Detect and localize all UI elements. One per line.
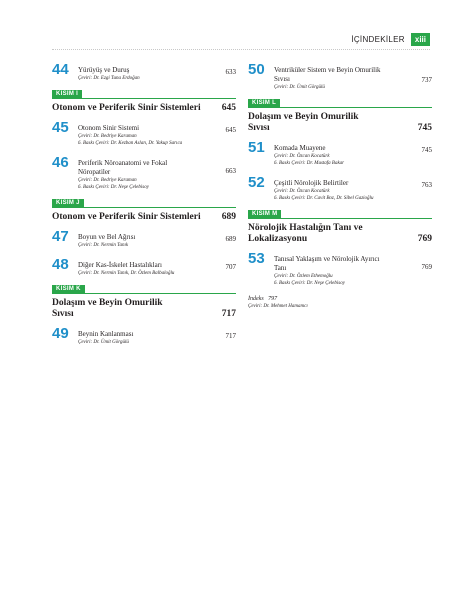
chapter-title: Periferik Nöroanatomi ve Fokal Nöropatiler: [78, 159, 168, 176]
page-number: 707: [225, 263, 236, 271]
part-title[interactable]: [52, 298, 236, 320]
chapter-title: Beynin Kanlanması: [78, 330, 134, 338]
translator-credit: Çeviri: Dr. Bedriye Karaman: [78, 134, 137, 139]
translator-credit: Çeviri: Dr. Ümit Görgülü: [274, 85, 325, 90]
index-entry[interactable]: [248, 295, 432, 310]
translator-credit: Çeviri: Dr. Özlem Ethemoğlu: [274, 274, 333, 279]
part-label: KISIM L: [248, 99, 280, 108]
translator-credit: 6. Baskı Çeviri: Dr. Cavit Boz, Dr. Sibel Gazioğlu: [274, 196, 374, 201]
toc-entry-51[interactable]: [248, 140, 432, 167]
toc-entry-45[interactable]: [52, 120, 236, 147]
part-title-text: Dolaşım ve Beyin Omurilik Sıvısı: [248, 112, 359, 133]
part-label: KISIM M: [248, 210, 281, 219]
part-header-k: [52, 285, 236, 294]
translator-credit: Çeviri: Dr. Ümit Görgülü: [78, 340, 129, 345]
part-page-number: 717: [221, 309, 236, 319]
page-number: 717: [225, 332, 236, 340]
translator-credit: 6. Baskı Çeviri: Dr. Neşe Çelebisoy: [274, 281, 345, 286]
chapter-number: 45: [52, 119, 69, 136]
chapter-number: 47: [52, 228, 69, 245]
page-number: 689: [225, 235, 236, 243]
part-header-j: [52, 199, 236, 208]
translator-credit: Çeviri: Dr. Nermin Tanık: [78, 243, 129, 248]
chapter-title: Çeşitli Nörolojik Belirtiler: [274, 179, 349, 187]
chapter-number: 44: [52, 61, 69, 78]
translator-credit: Çeviri: Dr. Nermin Tanık, Dr. Özlem Balbaloğlu: [78, 271, 175, 276]
chapter-number: 51: [248, 139, 265, 156]
translator-credit: Çeviri: Dr. Bedriye Karaman: [78, 178, 137, 183]
page-number: 769: [421, 263, 432, 271]
part-title-text: Otonom ve Periferik Sinir Sistemleri: [52, 212, 201, 222]
part-title-text: Otonom ve Periferik Sinir Sistemleri: [52, 103, 201, 113]
part-page-number: 745: [417, 123, 432, 133]
translator-credit: 6. Baskı Çeviri: Dr. Kezban Aslan, Dr. Yakup Sarıca: [78, 141, 183, 146]
chapter-number: 48: [52, 256, 69, 273]
chapter-title: Ventriküler Sistem ve Beyin Omurilik Sıvısı: [274, 66, 381, 83]
translator-credit: Çeviri: Dr. Özcan Kocatürk: [274, 189, 330, 194]
toc-entry-50[interactable]: [248, 62, 432, 91]
page-number: 745: [421, 146, 432, 154]
page-number: 737: [421, 76, 432, 84]
translator-credit: Çeviri: Dr. Ezgi Tuna Erdoğan: [78, 76, 140, 81]
toc-entry-46[interactable]: [52, 155, 236, 191]
chapter-title: Diğer Kas-İskelet Hastalıkları: [78, 261, 162, 269]
index-label: İndeks: [248, 296, 264, 302]
part-page-number: 689: [221, 212, 236, 222]
part-title-text: Dolaşım ve Beyin Omurilik Sıvısı: [52, 298, 163, 319]
part-label: KISIM K: [52, 285, 85, 294]
part-header-m: [248, 210, 432, 219]
part-page-number: 645: [221, 103, 236, 113]
page-number: 663: [225, 167, 236, 175]
translator-credit: Çeviri: Dr. Özcan Kocatürk: [274, 154, 330, 159]
part-title[interactable]: [248, 112, 432, 134]
chapter-number: 50: [248, 61, 265, 78]
page-number: 633: [225, 68, 236, 76]
header-title: İÇİNDEKİLER: [351, 35, 405, 44]
part-title[interactable]: [248, 223, 432, 245]
translator-credit: 6. Baskı Çeviri: Dr. Neşe Çelebisoy: [78, 185, 149, 190]
part-title[interactable]: [52, 212, 236, 223]
header-page-number: xiii: [411, 33, 430, 46]
chapter-number: 49: [52, 325, 69, 342]
running-header: [351, 33, 430, 46]
chapter-number: 52: [248, 174, 265, 191]
part-header-i: [52, 90, 236, 99]
chapter-title: Tanısal Yaklaşım ve Nörolojik Ayırıcı Tanı: [274, 255, 380, 272]
toc-entry-52[interactable]: [248, 175, 432, 202]
part-header-l: [248, 99, 432, 108]
toc-left-column: [52, 62, 236, 354]
chapter-number: 46: [52, 154, 69, 171]
translator-credit: Çeviri: Dr. Mehmet Hamamcı: [248, 304, 308, 309]
part-title-text: Nörolojik Hastalığın Tanı ve Lokalizasyonu: [248, 223, 363, 244]
chapter-title: Yürüyüş ve Duruş: [78, 66, 130, 74]
chapter-title: Otonom Sinir Sistemi: [78, 124, 140, 132]
header-divider: [52, 49, 430, 50]
toc-right-column: [248, 62, 432, 310]
translator-credit: 6. Baskı Çeviri: Dr. Mustafa Bakar: [274, 161, 345, 166]
toc-entry-53[interactable]: [248, 251, 432, 287]
chapter-number: 53: [248, 250, 265, 267]
page-number: 645: [225, 126, 236, 134]
page-number: 763: [421, 181, 432, 189]
part-page-number: 769: [417, 234, 432, 244]
part-label: KISIM I: [52, 90, 82, 99]
toc-entry-47[interactable]: [52, 229, 236, 249]
part-label: KISIM J: [52, 199, 84, 208]
chapter-title: Komada Muayene: [274, 144, 326, 152]
index-page-number: 797: [268, 296, 278, 302]
toc-entry-48[interactable]: [52, 257, 236, 277]
chapter-title: Boyun ve Bel Ağrısı: [78, 233, 136, 241]
toc-entry-49[interactable]: [52, 326, 236, 346]
toc-entry-44[interactable]: [52, 62, 236, 82]
part-title[interactable]: [52, 103, 236, 114]
